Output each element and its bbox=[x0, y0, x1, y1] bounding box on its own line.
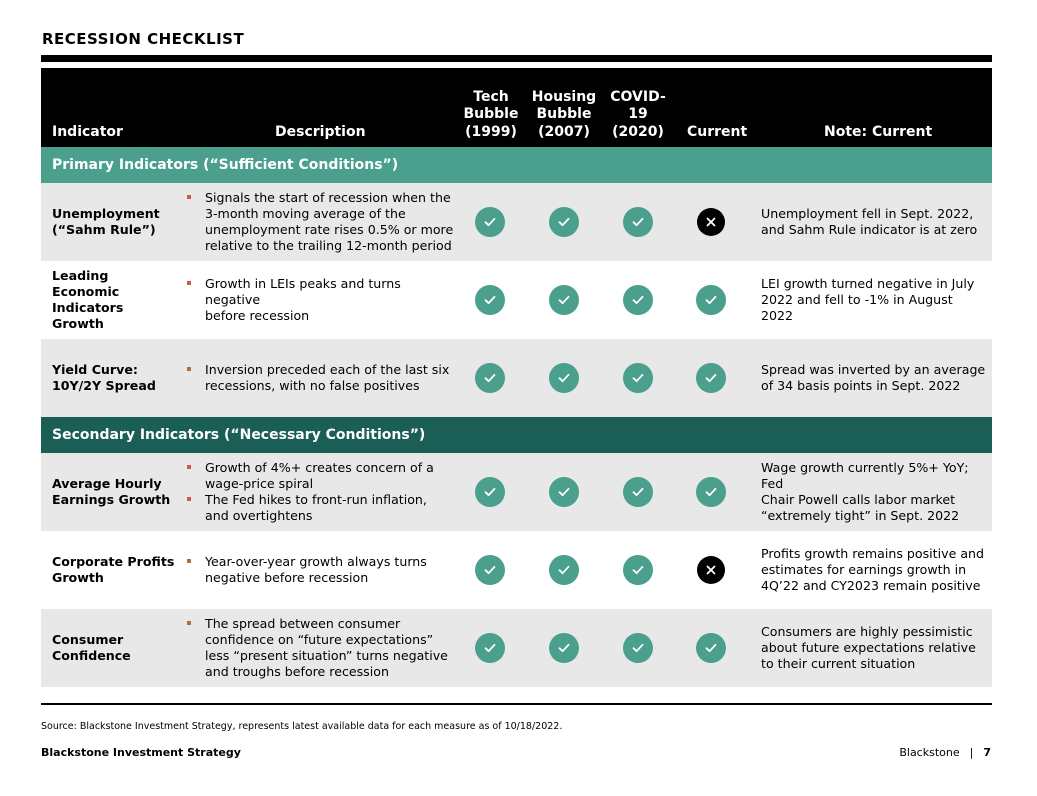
description-bullet: Inversion preceded each of the last six recessions, with no false positives bbox=[184, 362, 454, 394]
x-mark-icon bbox=[697, 208, 725, 236]
header-tech-bubble: Tech Bubble (1999) bbox=[463, 88, 519, 140]
footer-brand-page bbox=[899, 746, 991, 759]
checkmark-icon bbox=[623, 555, 653, 585]
indicator-description bbox=[184, 183, 454, 261]
checkmark-icon bbox=[549, 555, 579, 585]
description-bullet: The Fed hikes to front-run inflation, and overtightens bbox=[184, 492, 454, 524]
indicator-name: Unemployment (“Sahm Rule”) bbox=[52, 206, 160, 237]
current-note: Consumers are highly pessimistic about future expectations relative to their current situation bbox=[761, 624, 976, 671]
page-number: 7 bbox=[983, 746, 991, 759]
section-secondary-indicators: Secondary Indicators (“Necessary Conditions”) bbox=[41, 417, 992, 453]
description-bullet: Signals the start of recession when the 3-month moving average of the unemployment rate rises 0.5% or more relative to the trailing 12-month period bbox=[184, 190, 454, 254]
title-rule bbox=[41, 55, 992, 62]
section-primary-indicators: Primary Indicators (“Sufficient Conditions”) bbox=[41, 147, 992, 183]
indicator-name: Average Hourly Earnings Growth bbox=[52, 476, 171, 507]
header-housing-bubble: Housing Bubble (2007) bbox=[531, 88, 597, 140]
table-row bbox=[41, 531, 992, 609]
header-description: Description bbox=[275, 123, 366, 140]
checkmark-icon bbox=[623, 207, 653, 237]
checkmark-icon bbox=[475, 207, 505, 237]
checkmark-icon bbox=[696, 633, 726, 663]
header-covid-19: COVID- 19 (2020) bbox=[610, 88, 666, 140]
checkmark-icon bbox=[623, 363, 653, 393]
header-note-current: Note: Current bbox=[824, 123, 933, 140]
table-row bbox=[41, 453, 992, 531]
indicator-description bbox=[184, 531, 454, 609]
checkmark-icon bbox=[696, 363, 726, 393]
current-note: Spread was inverted by an average of 34 basis points in Sept. 2022 bbox=[761, 362, 986, 393]
indicator-description bbox=[184, 339, 454, 417]
x-mark-icon bbox=[697, 556, 725, 584]
checkmark-icon bbox=[475, 555, 505, 585]
checkmark-icon bbox=[623, 285, 653, 315]
footer-brand: Blackstone bbox=[899, 746, 960, 759]
description-bullet: Year-over-year growth always turns negative before recession bbox=[184, 554, 454, 586]
checkmark-icon bbox=[549, 477, 579, 507]
checkmark-icon bbox=[549, 207, 579, 237]
header-indicator: Indicator bbox=[52, 123, 123, 140]
checkmark-icon bbox=[623, 477, 653, 507]
checkmark-icon bbox=[623, 633, 653, 663]
current-note: Unemployment fell in Sept. 2022, and Sahm Rule indicator is at zero bbox=[761, 206, 978, 237]
bottom-rule bbox=[41, 703, 992, 705]
indicator-description bbox=[184, 609, 454, 687]
checkmark-icon bbox=[475, 363, 505, 393]
footer-separator: | bbox=[969, 746, 974, 759]
table-row bbox=[41, 339, 992, 417]
checkmark-icon bbox=[549, 633, 579, 663]
header-current: Current bbox=[687, 123, 748, 140]
checkmark-icon bbox=[549, 363, 579, 393]
recession-checklist-table bbox=[41, 68, 992, 687]
checkmark-icon bbox=[475, 285, 505, 315]
table-header bbox=[41, 68, 992, 147]
footer-title: Blackstone Investment Strategy bbox=[41, 746, 241, 759]
description-bullet: Growth in LEIs peaks and turns negative before recession bbox=[184, 276, 454, 324]
description-bullet: The spread between consumer confidence on “future expectations” less “present situation” turns negative and troughs before recession bbox=[184, 616, 454, 680]
table-row bbox=[41, 609, 992, 687]
current-note: Wage growth currently 5%+ YoY; Fed Chair Powell calls labor market “extremely tight” in Sept. 2022 bbox=[761, 460, 969, 523]
checkmark-icon bbox=[475, 477, 505, 507]
page-title: RECESSION CHECKLIST bbox=[42, 30, 245, 48]
source-note: Source: Blackstone Investment Strategy, represents latest available data for each measure as of 10/18/2022. bbox=[41, 721, 563, 732]
indicator-name: Consumer Confidence bbox=[52, 632, 131, 663]
table-row bbox=[41, 261, 992, 339]
current-note: LEI growth turned negative in July 2022 and fell to -1% in August 2022 bbox=[761, 276, 975, 323]
indicator-name: Corporate Profits Growth bbox=[52, 554, 175, 585]
checkmark-icon bbox=[475, 633, 505, 663]
indicator-name: Yield Curve: 10Y/2Y Spread bbox=[52, 362, 156, 393]
table-row bbox=[41, 183, 992, 261]
checkmark-icon bbox=[549, 285, 579, 315]
indicator-description bbox=[184, 261, 454, 339]
checkmark-icon bbox=[696, 477, 726, 507]
indicator-description bbox=[184, 453, 454, 531]
checkmark-icon bbox=[696, 285, 726, 315]
current-note: Profits growth remains positive and estimates for earnings growth in 4Q’22 and CY2023 remain positive bbox=[761, 546, 985, 593]
indicator-name: Leading Economic Indicators Growth bbox=[52, 268, 124, 331]
description-bullet: Growth of 4%+ creates concern of a wage-price spiral bbox=[184, 460, 454, 492]
